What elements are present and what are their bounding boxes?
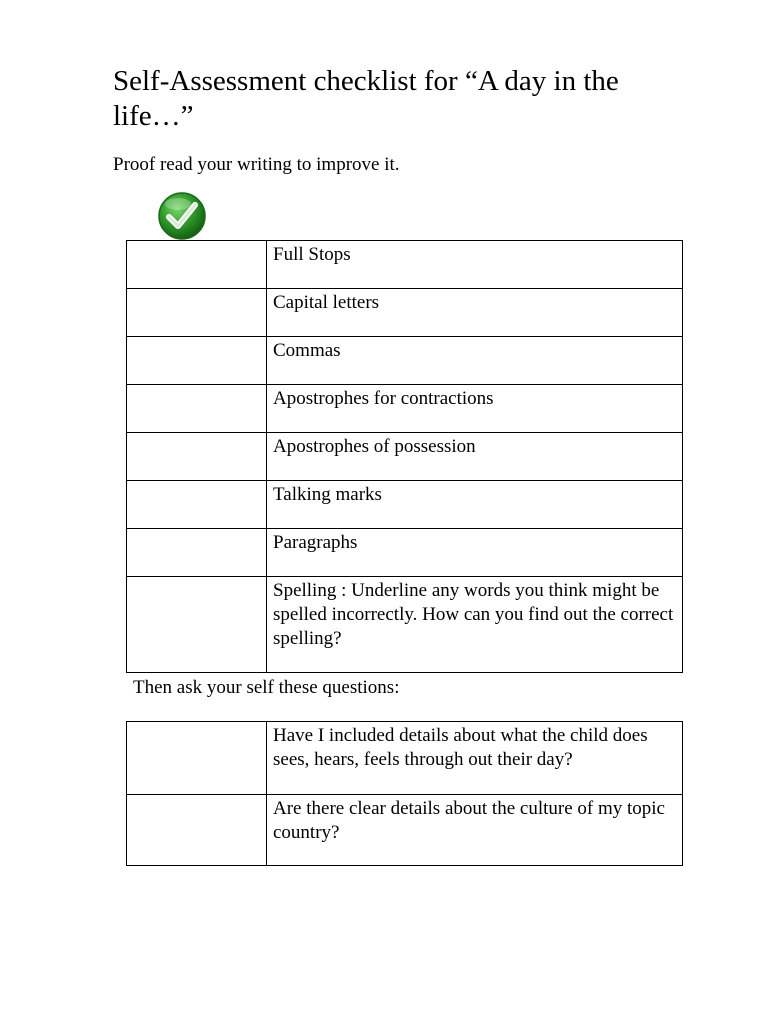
question-label: Have I included details about what the child does sees, hears, feels through out their day? [267, 722, 683, 795]
check-cell[interactable] [127, 289, 267, 337]
checklist-item-label: Capital letters [267, 289, 683, 337]
table-row [127, 433, 683, 481]
table-row [127, 241, 683, 289]
table-row [127, 529, 683, 577]
table-row [127, 289, 683, 337]
checklist-item-label: Apostrophes for contractions [267, 385, 683, 433]
checklist-item-label: Commas [267, 337, 683, 385]
proofreading-checklist-table [126, 240, 683, 673]
instructions-text: Proof read your writing to improve it. [113, 154, 400, 175]
check-cell[interactable] [127, 385, 267, 433]
check-cell[interactable] [127, 481, 267, 529]
check-cell[interactable] [127, 241, 267, 289]
check-cell[interactable] [127, 433, 267, 481]
checklist-item-label: Paragraphs [267, 529, 683, 577]
check-cell[interactable] [127, 795, 267, 866]
check-cell[interactable] [127, 529, 267, 577]
table-row [127, 722, 683, 795]
table-row [127, 385, 683, 433]
green-checkmark-icon [157, 191, 207, 241]
table-row [127, 795, 683, 866]
checklist-item-label: Talking marks [267, 481, 683, 529]
page-title: Self-Assessment checklist for “A day in the life…” [113, 65, 619, 132]
checklist-item-label: Apostrophes of possession [267, 433, 683, 481]
checklist-item-label: Spelling : Underline any words you think might be spelled incorrectly. How can you find out the correct spelling? [267, 577, 683, 673]
check-cell[interactable] [127, 722, 267, 795]
table-row [127, 337, 683, 385]
check-cell[interactable] [127, 337, 267, 385]
table-row [127, 481, 683, 529]
table-row [127, 577, 683, 673]
question-label: Are there clear details about the culture of my topic country? [267, 795, 683, 866]
check-cell[interactable] [127, 577, 267, 673]
checklist-item-label: Full Stops [267, 241, 683, 289]
self-questions-table [126, 721, 683, 866]
questions-intro-text: Then ask your self these questions: [133, 677, 400, 698]
